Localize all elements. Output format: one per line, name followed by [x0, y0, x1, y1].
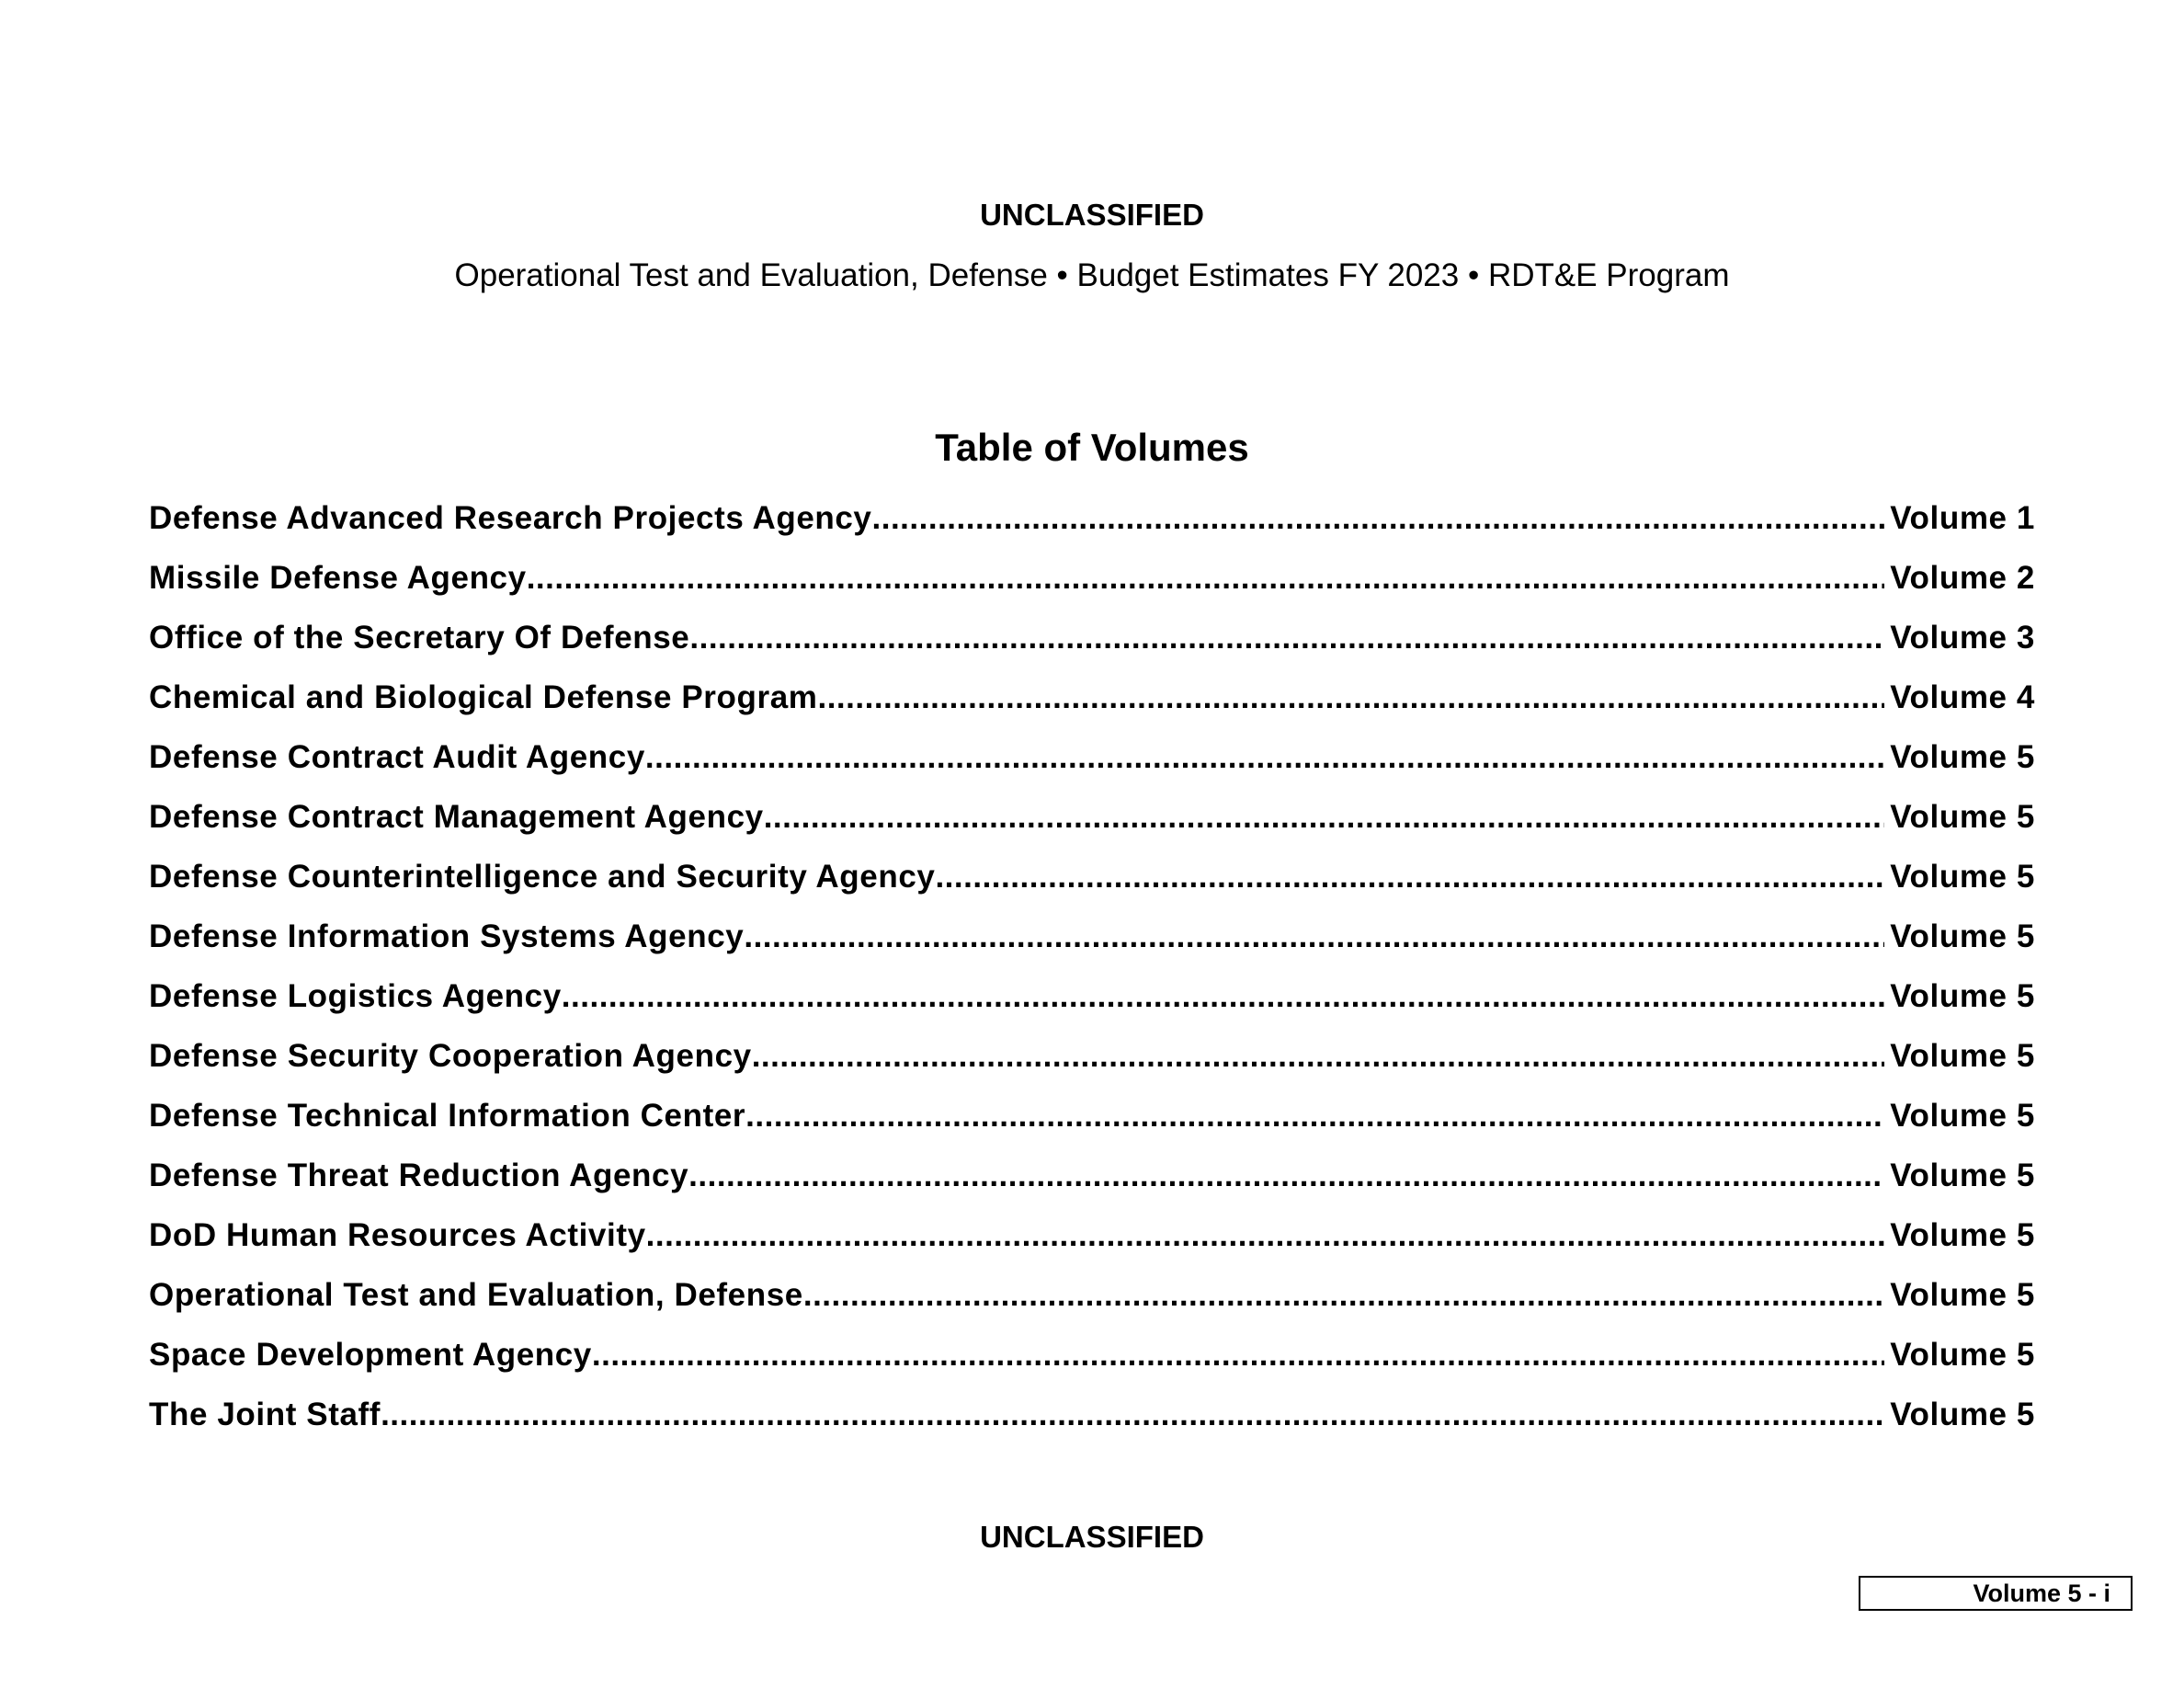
- header-classification: UNCLASSIFIED: [980, 198, 1204, 232]
- dot-leader: [744, 917, 1884, 957]
- toc-entry-volume: Volume 5: [1890, 1397, 2035, 1432]
- dot-leader: [646, 1215, 1885, 1256]
- dot-leader: [688, 1156, 1884, 1196]
- toc-entry-volume: Volume 5: [1890, 799, 2035, 835]
- toc-entry-volume: Volume 1: [1890, 500, 2035, 536]
- toc-entry-volume: Volume 5: [1890, 1277, 2035, 1313]
- dot-leader: [645, 737, 1884, 778]
- toc-entry-label: Chemical and Biological Defense Program: [149, 679, 818, 715]
- toc-entry-volume: Volume 5: [1890, 1217, 2035, 1253]
- toc-entry: [149, 1275, 2035, 1335]
- dot-leader: [745, 1096, 1884, 1136]
- toc-entry-volume: Volume 5: [1890, 1098, 2035, 1134]
- toc-entry-label: Operational Test and Evaluation, Defense: [149, 1277, 803, 1313]
- toc-entry-volume: Volume 5: [1890, 1158, 2035, 1193]
- toc-entry: [149, 797, 2035, 857]
- toc-entry-volume: Volume 4: [1890, 679, 2035, 715]
- dot-leader: [592, 1335, 1884, 1375]
- toc-entry: [149, 498, 2035, 558]
- toc-entry-label: Defense Threat Reduction Agency: [149, 1158, 689, 1193]
- toc-entry: [149, 976, 2035, 1036]
- toc-entry: [149, 1156, 2035, 1215]
- toc-entry-label: Space Development Agency: [149, 1337, 592, 1373]
- toc-entry-label: Defense Logistics Agency: [149, 978, 562, 1014]
- toc-entry-label: Defense Contract Audit Agency: [149, 739, 645, 775]
- toc-entry: [149, 737, 2035, 797]
- toc-entry-label: Defense Security Cooperation Agency: [149, 1038, 752, 1074]
- toc-entry-label: Missile Defense Agency: [149, 560, 527, 596]
- dot-leader: [764, 797, 1884, 838]
- dot-leader: [817, 678, 1884, 718]
- toc-entry-label: Defense Information Systems Agency: [149, 918, 745, 954]
- dot-leader: [752, 1036, 1884, 1077]
- dot-leader: [527, 558, 1885, 599]
- toc-entry-volume: Volume 5: [1890, 1337, 2035, 1373]
- toc-entry-volume: Volume 5: [1890, 918, 2035, 954]
- toc-entry: [149, 558, 2035, 618]
- toc-entry-volume: Volume 5: [1890, 1038, 2035, 1074]
- toc-entry-label: Defense Contract Management Agency: [149, 799, 764, 835]
- toc-entry: [149, 678, 2035, 737]
- toc-entry-volume: Volume 5: [1890, 978, 2035, 1014]
- page-number: Volume 5 - i: [1859, 1576, 2133, 1611]
- toc-entry-label: The Joint Staff: [149, 1397, 381, 1432]
- dot-leader: [689, 618, 1884, 658]
- footer-classification: UNCLASSIFIED: [980, 1520, 1204, 1554]
- toc-entry-label: Defense Advanced Research Projects Agency: [149, 500, 872, 536]
- toc-entry: [149, 618, 2035, 678]
- toc-entry-volume: Volume 5: [1890, 739, 2035, 775]
- dot-leader: [562, 976, 1884, 1017]
- toc-entry: [149, 1395, 2035, 1454]
- toc-entry-label: Office of the Secretary Of Defense: [149, 620, 690, 656]
- dot-leader: [872, 498, 1885, 539]
- document-subtitle: Operational Test and Evaluation, Defense • Budget Estimates FY 2023 • RDT&E Program: [454, 257, 1730, 293]
- toc-entry-volume: Volume 5: [1890, 859, 2035, 895]
- toc-entry: [149, 857, 2035, 917]
- toc-entry-label: Defense Technical Information Center: [149, 1098, 746, 1134]
- toc-entry: [149, 1096, 2035, 1156]
- toc-entry-volume: Volume 2: [1890, 560, 2035, 596]
- toc-title: Table of Volumes: [935, 426, 1249, 469]
- toc-entry-volume: Volume 3: [1890, 620, 2035, 656]
- dot-leader: [803, 1275, 1884, 1316]
- toc-entry: [149, 917, 2035, 976]
- toc-entry: [149, 1215, 2035, 1275]
- dot-leader: [381, 1395, 1884, 1435]
- toc-entry-label: DoD Human Resources Activity: [149, 1217, 646, 1253]
- toc-entry-label: Defense Counterintelligence and Security Agency: [149, 859, 936, 895]
- toc-entry: [149, 1036, 2035, 1096]
- dot-leader: [935, 857, 1884, 897]
- toc-list: [149, 498, 2035, 1454]
- toc-entry: [149, 1335, 2035, 1395]
